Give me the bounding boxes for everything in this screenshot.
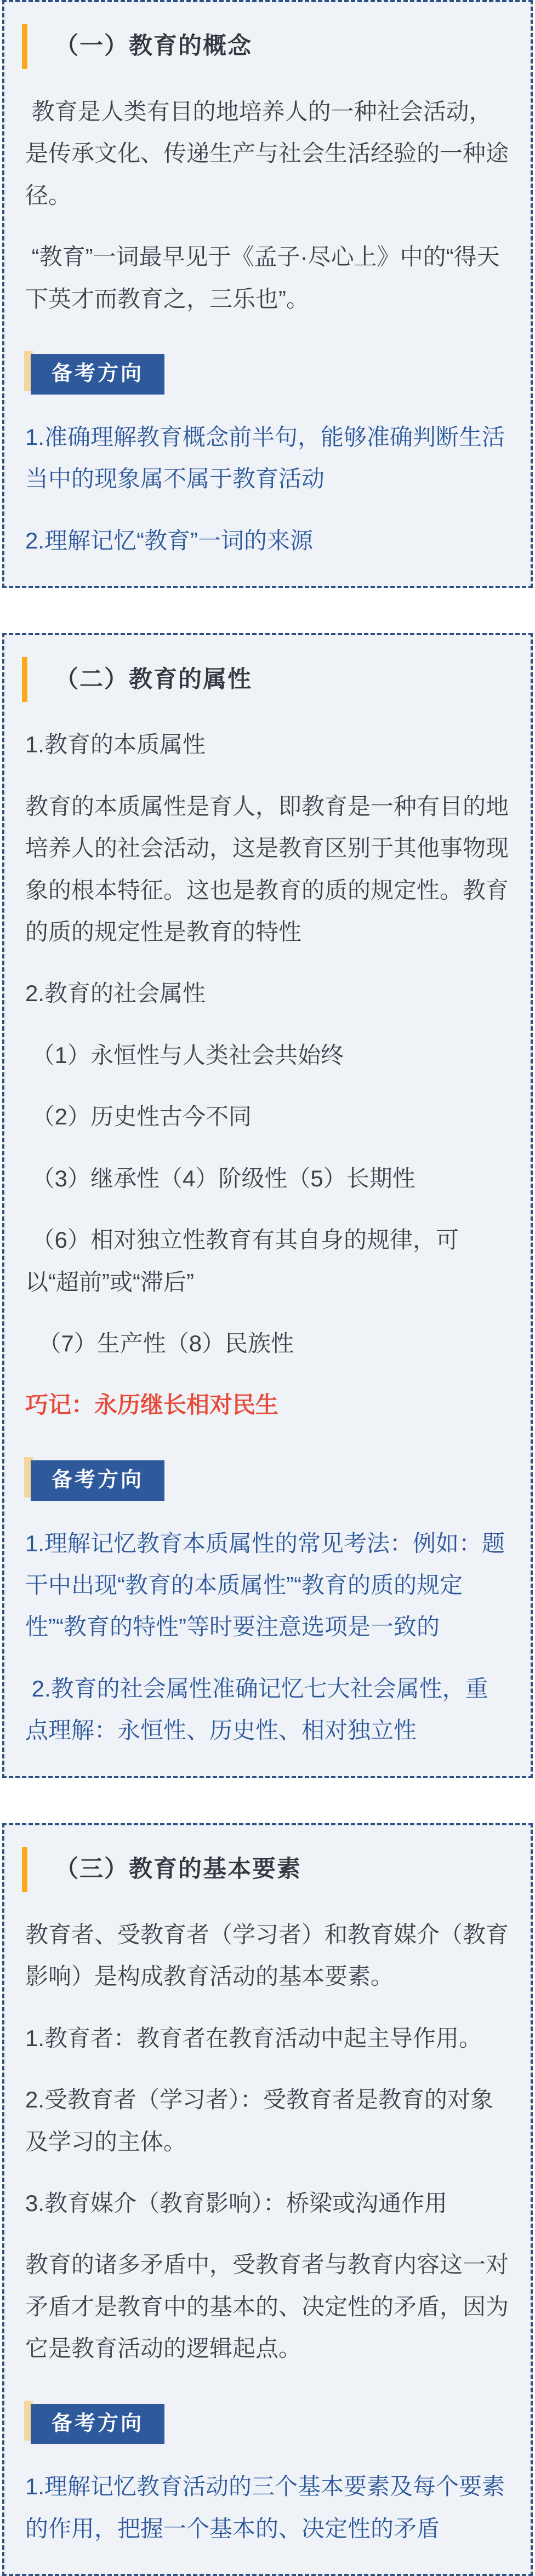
orange-accent-bar-icon bbox=[22, 657, 27, 702]
badge-label: 备考方向 bbox=[31, 1460, 164, 1501]
paragraph-social-heading: 2.教育的社会属性 bbox=[25, 980, 206, 1007]
badge-label: 备考方向 bbox=[31, 2404, 164, 2444]
paragraph-essential-detail: 教育的本质属性是育人，即教育是一种有目的地培养人的社会活动，这是教育区别于其他事物现象的根本特征。这也是教育的质的规定性。教育的质的规定性是教育的特性 bbox=[25, 793, 509, 945]
note-item: 1.准确理解教育概念前半句，能够准确判断生活当中的现象属不属于教育活动 bbox=[25, 424, 505, 492]
paragraph-definition: 教育是人类有目的地培养人的一种社会活动，是传承文化、传递生产与社会生活经验的一种途径。 bbox=[25, 99, 509, 208]
paragraph-elements-overview: 教育者、受教育者（学习者）和教育媒介（教育影响）是构成教育活动的基本要素。 bbox=[25, 1921, 509, 1990]
section-header bbox=[22, 24, 510, 69]
note-item: 2.理解记忆“教育”一词的来源 bbox=[25, 527, 314, 553]
note-item: 1.理解记忆教育本质属性的常见考法：例如：题干中出现“教育的本质属性”“教育的质的规定性”“教育的特性”等时要注意选项是一致的 bbox=[25, 1530, 505, 1640]
paragraph-contradiction: 教育的诸多矛盾中，受教育者与教育内容这一对矛盾才是教育中的基本的、决定性的矛盾，因为它是教育活动的逻辑起点。 bbox=[25, 2252, 509, 2362]
section-title-text: （一）教育的概念 bbox=[55, 33, 252, 60]
section-title-text: （二）教育的属性 bbox=[55, 666, 252, 693]
exam-direction-badge bbox=[31, 1460, 164, 1501]
list-item-medium: 3.教育媒介（教育影响）：桥梁或沟通作用 bbox=[25, 2190, 448, 2216]
orange-accent-bar-icon bbox=[22, 1847, 27, 1892]
list-item-relative-independence: （6）相对独立性教育有其自身的规律，可以“超前”或“滞后” bbox=[25, 1227, 459, 1295]
section-header bbox=[22, 1847, 510, 1892]
list-item-educator: 1.教育者：教育者在教育活动中起主导作用。 bbox=[25, 2025, 482, 2051]
paragraph-essential-heading: 1.教育的本质属性 bbox=[25, 732, 206, 758]
mnemonic-note: 巧记：永历继长相对民生 bbox=[25, 1392, 279, 1418]
card-education-attributes bbox=[2, 633, 533, 1778]
note-item: 1.理解记忆教育活动的三个基本要素及每个要素的作用，把握一个基本的、决定性的矛盾 bbox=[25, 2474, 505, 2541]
list-item-history: （2）历史性古今不同 bbox=[25, 1104, 252, 1130]
badge-label: 备考方向 bbox=[31, 354, 164, 395]
card-education-concept bbox=[2, 0, 533, 588]
section-header bbox=[22, 657, 510, 702]
list-item-inheritance-class-longterm: （3）继承性（4）阶级性（5）长期性 bbox=[25, 1165, 416, 1191]
card-education-elements bbox=[2, 1823, 533, 2576]
paragraph-origin: “教育”一词最早见于《孟子·尽心上》中的“得天下英才而教育之，三乐也”。 bbox=[25, 244, 500, 312]
list-item-eternity: （1）永恒性与人类社会共始终 bbox=[25, 1042, 344, 1068]
orange-accent-bar-icon bbox=[22, 24, 27, 69]
exam-direction-badge bbox=[31, 354, 164, 395]
note-item: 2.教育的社会属性准确记忆七大社会属性，重点理解：永恒性、历史性、相对独立性 bbox=[25, 1675, 488, 1744]
list-item-production-nation: （7）生产性（8）民族性 bbox=[25, 1330, 294, 1356]
list-item-learner: 2.受教育者（学习者）：受教育者是教育的对象及学习的主体。 bbox=[25, 2087, 494, 2155]
section-title-text: （三）教育的基本要素 bbox=[55, 1856, 301, 1883]
exam-direction-badge bbox=[31, 2404, 164, 2444]
